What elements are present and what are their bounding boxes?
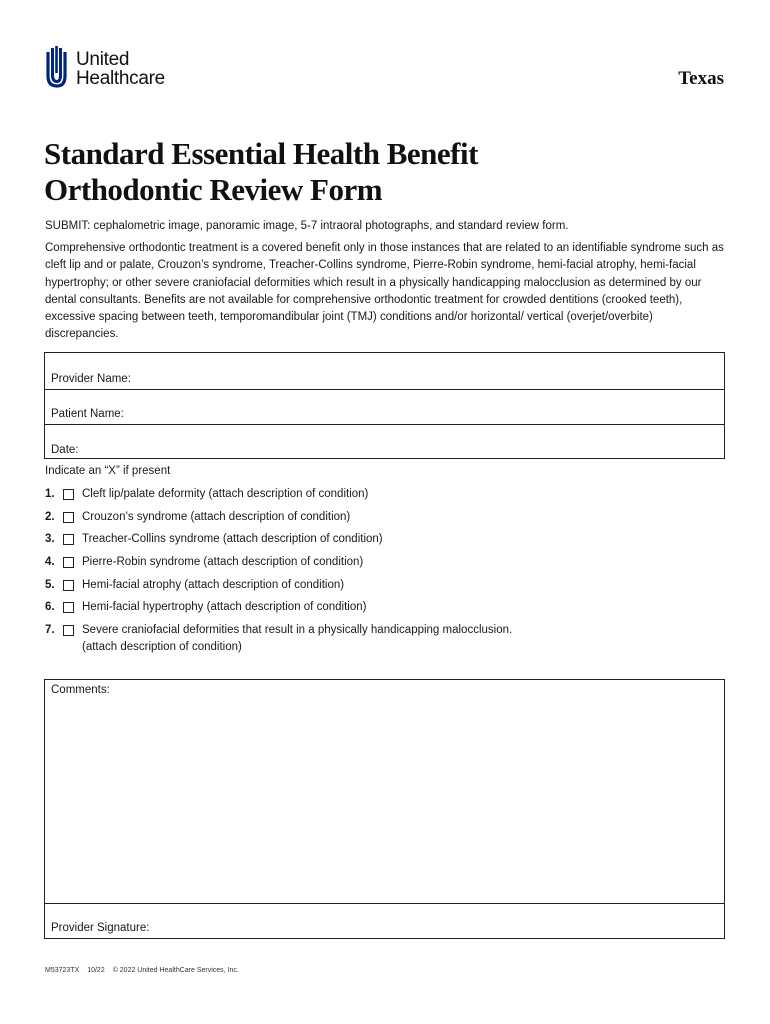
provider-signature-label: Provider Signature: [51, 922, 150, 934]
condition-text: Cleft lip/palate deformity (attach description of condition) [82, 488, 369, 500]
footer-copyright: © 2022 United HealthCare Services, Inc. [112, 967, 239, 974]
title-line-1: Standard Essential Health Benefit [44, 136, 478, 171]
condition-text-line-1: Severe craniofacial deformities that result in a physically handicapping malocclusion. [82, 624, 513, 637]
condition-item [45, 531, 725, 554]
condition-text: Treacher-Collins syndrome (attach description of condition) [82, 533, 383, 546]
footer [45, 967, 245, 974]
condition-checkbox[interactable] [63, 534, 74, 545]
comments-box [44, 679, 725, 939]
provider-signature-field[interactable] [45, 904, 724, 938]
condition-text: Hemi-facial atrophy (attach description of condition) [82, 578, 345, 591]
condition-number: 4. [45, 556, 55, 569]
uhc-u-icon [44, 46, 68, 92]
condition-text: Pierre-Robin syndrome (attach description of condition) [82, 556, 364, 569]
condition-checkbox[interactable] [63, 625, 74, 636]
condition-item [45, 486, 725, 509]
footer-form-id: M53723TX [45, 967, 80, 974]
indicate-instruction: Indicate an “X” if present [45, 465, 171, 477]
condition-text-line-2: (attach description of condition) [82, 640, 242, 653]
condition-number: 1. [45, 488, 55, 500]
condition-item [45, 554, 725, 577]
submit-instructions: SUBMIT: cephalometric image, panoramic image, 5-7 intraoral photographs, and standard review form. [45, 220, 569, 232]
state-label: Texas [678, 68, 724, 89]
title-line-2: Orthodontic Review Form [44, 172, 383, 207]
page-title [44, 136, 664, 208]
comments-field[interactable] [45, 680, 724, 904]
patient-name-label: Patient Name: [51, 408, 124, 420]
intro-paragraph: Comprehensive orthodontic treatment is a covered benefit only in those instances that are related to an identifiable syndrome such as cleft lip and or palate, Crouzon’s syndrome, Treacher-Collins syndrome, Pierre-Robin syndrome, hemi-facial atrophy, hemi-facial hypertrophy; or other severe craniofacial deformities which result in a physically handicapping malocclusion as determined by our dental consultants. Benefits are not available for comprehensive orthodontic treatment for crowded dentitions (crooked teeth), excessive spacing between teeth, temporomandibular joint (TMJ) conditions and/or horizontal/ vertical (overjet/overbite) discrepancies. [45, 242, 724, 341]
condition-text: Hemi-facial hypertrophy (attach description of condition) [82, 601, 367, 614]
patient-name-field[interactable] [45, 390, 724, 425]
condition-item [45, 577, 725, 600]
condition-number: 3. [45, 533, 55, 546]
provider-name-label: Provider Name: [51, 373, 131, 385]
condition-number: 5. [45, 578, 55, 591]
footer-date: 10/22 [87, 967, 105, 974]
info-fields-box [44, 352, 725, 459]
logo-line-2: Healthcare [76, 68, 165, 89]
condition-item [45, 599, 725, 622]
condition-checkbox[interactable] [63, 580, 74, 591]
uhc-logo [44, 46, 165, 92]
condition-checkbox[interactable] [63, 602, 74, 613]
condition-item [45, 622, 725, 664]
condition-text: Crouzon’s syndrome (attach description of condition) [82, 510, 351, 523]
conditions-list [45, 486, 725, 664]
logo-line-1: United [76, 49, 130, 70]
condition-checkbox[interactable] [63, 512, 74, 523]
condition-checkbox[interactable] [63, 489, 74, 500]
condition-number: 6. [45, 601, 55, 614]
logo-wordmark [76, 50, 165, 88]
date-field[interactable] [45, 425, 724, 460]
provider-name-field[interactable] [45, 353, 724, 390]
condition-number: 2. [45, 510, 55, 523]
date-label: Date: [51, 444, 79, 456]
comments-label: Comments: [51, 684, 110, 696]
condition-text [82, 622, 512, 655]
condition-number: 7. [45, 624, 55, 637]
condition-item [45, 509, 725, 532]
condition-checkbox[interactable] [63, 557, 74, 568]
